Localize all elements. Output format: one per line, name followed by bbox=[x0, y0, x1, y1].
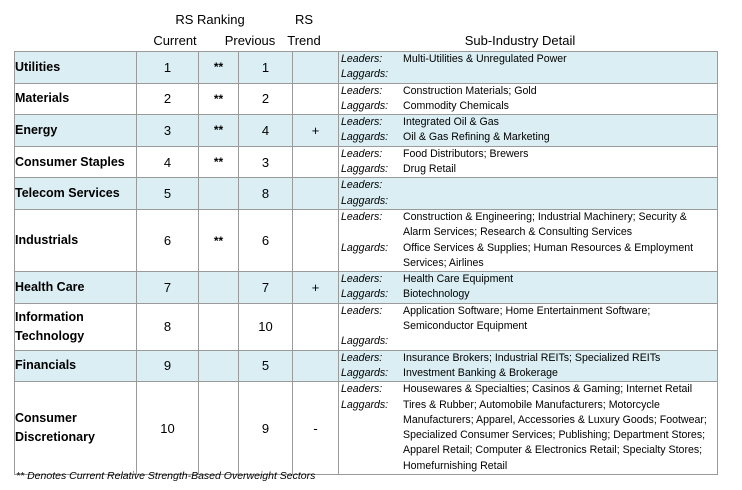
current-rank: 6 bbox=[137, 209, 199, 271]
overweight-marker bbox=[199, 303, 239, 350]
laggards-label: Laggards: bbox=[341, 194, 389, 207]
footnote: ** Denotes Current Relative Strength-Based Overweight Sectors bbox=[16, 470, 316, 482]
previous-rank: 6 bbox=[239, 209, 293, 271]
table-row bbox=[15, 83, 718, 115]
sub-industry-detail bbox=[339, 146, 718, 178]
laggards-line bbox=[339, 334, 717, 349]
sector-name: Energy bbox=[15, 115, 137, 147]
leaders-line bbox=[339, 351, 717, 366]
leaders-label: Leaders: bbox=[341, 210, 383, 223]
rs-trend: - bbox=[293, 382, 339, 475]
overweight-marker bbox=[199, 382, 239, 475]
sub-industry-detail bbox=[339, 382, 718, 475]
current-header: Current bbox=[153, 33, 197, 48]
sector-name: Utilities bbox=[15, 52, 137, 84]
current-rank: 1 bbox=[137, 52, 199, 84]
table-row bbox=[15, 146, 718, 178]
leaders-line bbox=[339, 304, 717, 335]
leaders-list: Housewares & Specialties; Casinos & Gaming; Internet Retail bbox=[403, 383, 693, 396]
leaders-label: Leaders: bbox=[341, 179, 383, 192]
rs-trend bbox=[293, 209, 339, 271]
leaders-line bbox=[339, 178, 717, 193]
sector-name: Information Technology bbox=[15, 303, 137, 350]
previous-rank: 9 bbox=[239, 382, 293, 475]
overweight-marker bbox=[199, 350, 239, 382]
laggards-label: Laggards: bbox=[341, 241, 389, 254]
laggards-list: Tires & Rubber; Automobile Manufacturers; Motorcycle Manufacturers; Apparel, Accessories & Luxury Goods; Footwear; Specialized Consumer Services; Publishing; Department Stores; Apparel Retail; Computer & Electronics Retail; Specialty Stores; Homefurnishing Retail bbox=[403, 398, 707, 472]
overweight-marker bbox=[199, 272, 239, 304]
overweight-marker: ** bbox=[199, 209, 239, 271]
rs-trend bbox=[293, 350, 339, 382]
rs-trend bbox=[293, 146, 339, 178]
laggards-line bbox=[339, 398, 717, 474]
rs-header: RS bbox=[294, 12, 314, 27]
table-row bbox=[15, 303, 718, 350]
overweight-marker: ** bbox=[199, 146, 239, 178]
laggards-list: Oil & Gas Refining & Marketing bbox=[403, 131, 550, 144]
table-row bbox=[15, 115, 718, 147]
sub-industry-detail bbox=[339, 178, 718, 210]
laggards-label: Laggards: bbox=[341, 131, 389, 144]
current-rank: 8 bbox=[137, 303, 199, 350]
leaders-list: Integrated Oil & Gas bbox=[403, 116, 499, 129]
laggards-label: Laggards: bbox=[341, 99, 389, 112]
overweight-marker: ** bbox=[199, 83, 239, 115]
table-row bbox=[15, 209, 718, 271]
laggards-line bbox=[339, 67, 717, 82]
sub-industry-detail bbox=[339, 350, 718, 382]
rs-trend bbox=[293, 83, 339, 115]
leaders-list: Application Software; Home Entertainment Software; Semiconductor Equipment bbox=[403, 304, 651, 333]
leaders-label: Leaders: bbox=[341, 351, 383, 364]
sector-name: Telecom Services bbox=[15, 178, 137, 210]
current-rank: 2 bbox=[137, 83, 199, 115]
sector-name: Health Care bbox=[15, 272, 137, 304]
sub-industry-detail bbox=[339, 115, 718, 147]
laggards-line bbox=[339, 287, 717, 302]
laggards-list: Drug Retail bbox=[403, 163, 456, 176]
overweight-marker: ** bbox=[199, 52, 239, 84]
previous-header: Previous bbox=[224, 33, 276, 48]
leaders-line bbox=[339, 210, 717, 241]
leaders-list: Insurance Brokers; Industrial REITs; Specialized REITs bbox=[403, 351, 661, 364]
sector-name: Consumer Discretionary bbox=[15, 382, 137, 475]
leaders-label: Leaders: bbox=[341, 383, 383, 396]
laggards-line bbox=[339, 366, 717, 381]
rs-trend bbox=[293, 303, 339, 350]
previous-rank: 3 bbox=[239, 146, 293, 178]
rs-trend bbox=[293, 52, 339, 84]
laggards-list: Investment Banking & Brokerage bbox=[403, 366, 558, 379]
table-body bbox=[15, 52, 718, 475]
laggards-line bbox=[339, 130, 717, 145]
table-row bbox=[15, 272, 718, 304]
laggards-list bbox=[403, 194, 717, 209]
leaders-label: Leaders: bbox=[341, 304, 383, 317]
leaders-label: Leaders: bbox=[341, 147, 383, 160]
laggards-line bbox=[339, 194, 717, 209]
current-rank: 10 bbox=[137, 382, 199, 475]
laggards-list: Biotechnology bbox=[403, 288, 470, 301]
laggards-label: Laggards: bbox=[341, 398, 389, 411]
leaders-line bbox=[339, 52, 717, 67]
leaders-line bbox=[339, 115, 717, 130]
laggards-list: Commodity Chemicals bbox=[403, 99, 509, 112]
leaders-list: Construction Materials; Gold bbox=[403, 84, 537, 97]
previous-rank: 10 bbox=[239, 303, 293, 350]
leaders-label: Leaders: bbox=[341, 116, 383, 129]
laggards-line bbox=[339, 241, 717, 272]
trend-header: Trend bbox=[287, 33, 321, 48]
current-rank: 4 bbox=[137, 146, 199, 178]
sub-industry-detail bbox=[339, 303, 718, 350]
leaders-list: Health Care Equipment bbox=[403, 273, 514, 286]
laggards-label: Laggards: bbox=[341, 335, 389, 348]
current-rank: 3 bbox=[137, 115, 199, 147]
previous-rank: 4 bbox=[239, 115, 293, 147]
table-row bbox=[15, 382, 718, 475]
current-rank: 5 bbox=[137, 178, 199, 210]
overweight-marker: ** bbox=[199, 115, 239, 147]
previous-rank: 1 bbox=[239, 52, 293, 84]
sector-name: Industrials bbox=[15, 209, 137, 271]
leaders-list bbox=[403, 178, 717, 193]
leaders-label: Leaders: bbox=[341, 53, 383, 65]
leaders-label: Leaders: bbox=[341, 84, 383, 97]
leaders-line bbox=[339, 84, 717, 99]
laggards-label: Laggards: bbox=[341, 68, 389, 81]
overweight-marker bbox=[199, 178, 239, 210]
laggards-list bbox=[403, 334, 717, 349]
laggards-line bbox=[339, 99, 717, 114]
previous-rank: 7 bbox=[239, 272, 293, 304]
rs-trend: + bbox=[293, 272, 339, 304]
previous-rank: 2 bbox=[239, 83, 293, 115]
leaders-line bbox=[339, 272, 717, 287]
laggards-line bbox=[339, 162, 717, 177]
current-rank: 7 bbox=[137, 272, 199, 304]
previous-rank: 5 bbox=[239, 350, 293, 382]
rs-ranking-header: RS Ranking bbox=[175, 12, 245, 27]
sub-industry-detail-header: Sub-Industry Detail bbox=[464, 33, 576, 48]
leaders-line bbox=[339, 147, 717, 162]
leaders-list: Construction & Engineering; Industrial Machinery; Security & Alarm Services; Research & Consulting Services bbox=[403, 210, 687, 239]
sector-ranking-table bbox=[14, 51, 718, 475]
leaders-label: Leaders: bbox=[341, 273, 383, 286]
leaders-line bbox=[339, 382, 717, 397]
sector-name: Financials bbox=[15, 350, 137, 382]
sub-industry-detail bbox=[339, 272, 718, 304]
sector-name: Materials bbox=[15, 83, 137, 115]
current-rank: 9 bbox=[137, 350, 199, 382]
sub-industry-detail bbox=[339, 209, 718, 271]
sub-industry-detail bbox=[339, 52, 718, 84]
rs-trend bbox=[293, 178, 339, 210]
previous-rank: 8 bbox=[239, 178, 293, 210]
sector-name: Consumer Staples bbox=[15, 146, 137, 178]
laggards-label: Laggards: bbox=[341, 163, 389, 176]
table-row bbox=[15, 178, 718, 210]
leaders-list: Multi-Utilities & Unregulated Power bbox=[403, 53, 567, 65]
sub-industry-detail bbox=[339, 83, 718, 115]
laggards-list: Office Services & Supplies; Human Resources & Employment Services; Airlines bbox=[403, 241, 694, 269]
table-row bbox=[15, 350, 718, 382]
laggards-list bbox=[403, 67, 717, 82]
table-row bbox=[15, 52, 718, 84]
laggards-label: Laggards: bbox=[341, 288, 389, 301]
leaders-list: Food Distributors; Brewers bbox=[403, 147, 529, 160]
rs-trend: + bbox=[293, 115, 339, 147]
laggards-label: Laggards: bbox=[341, 366, 389, 379]
